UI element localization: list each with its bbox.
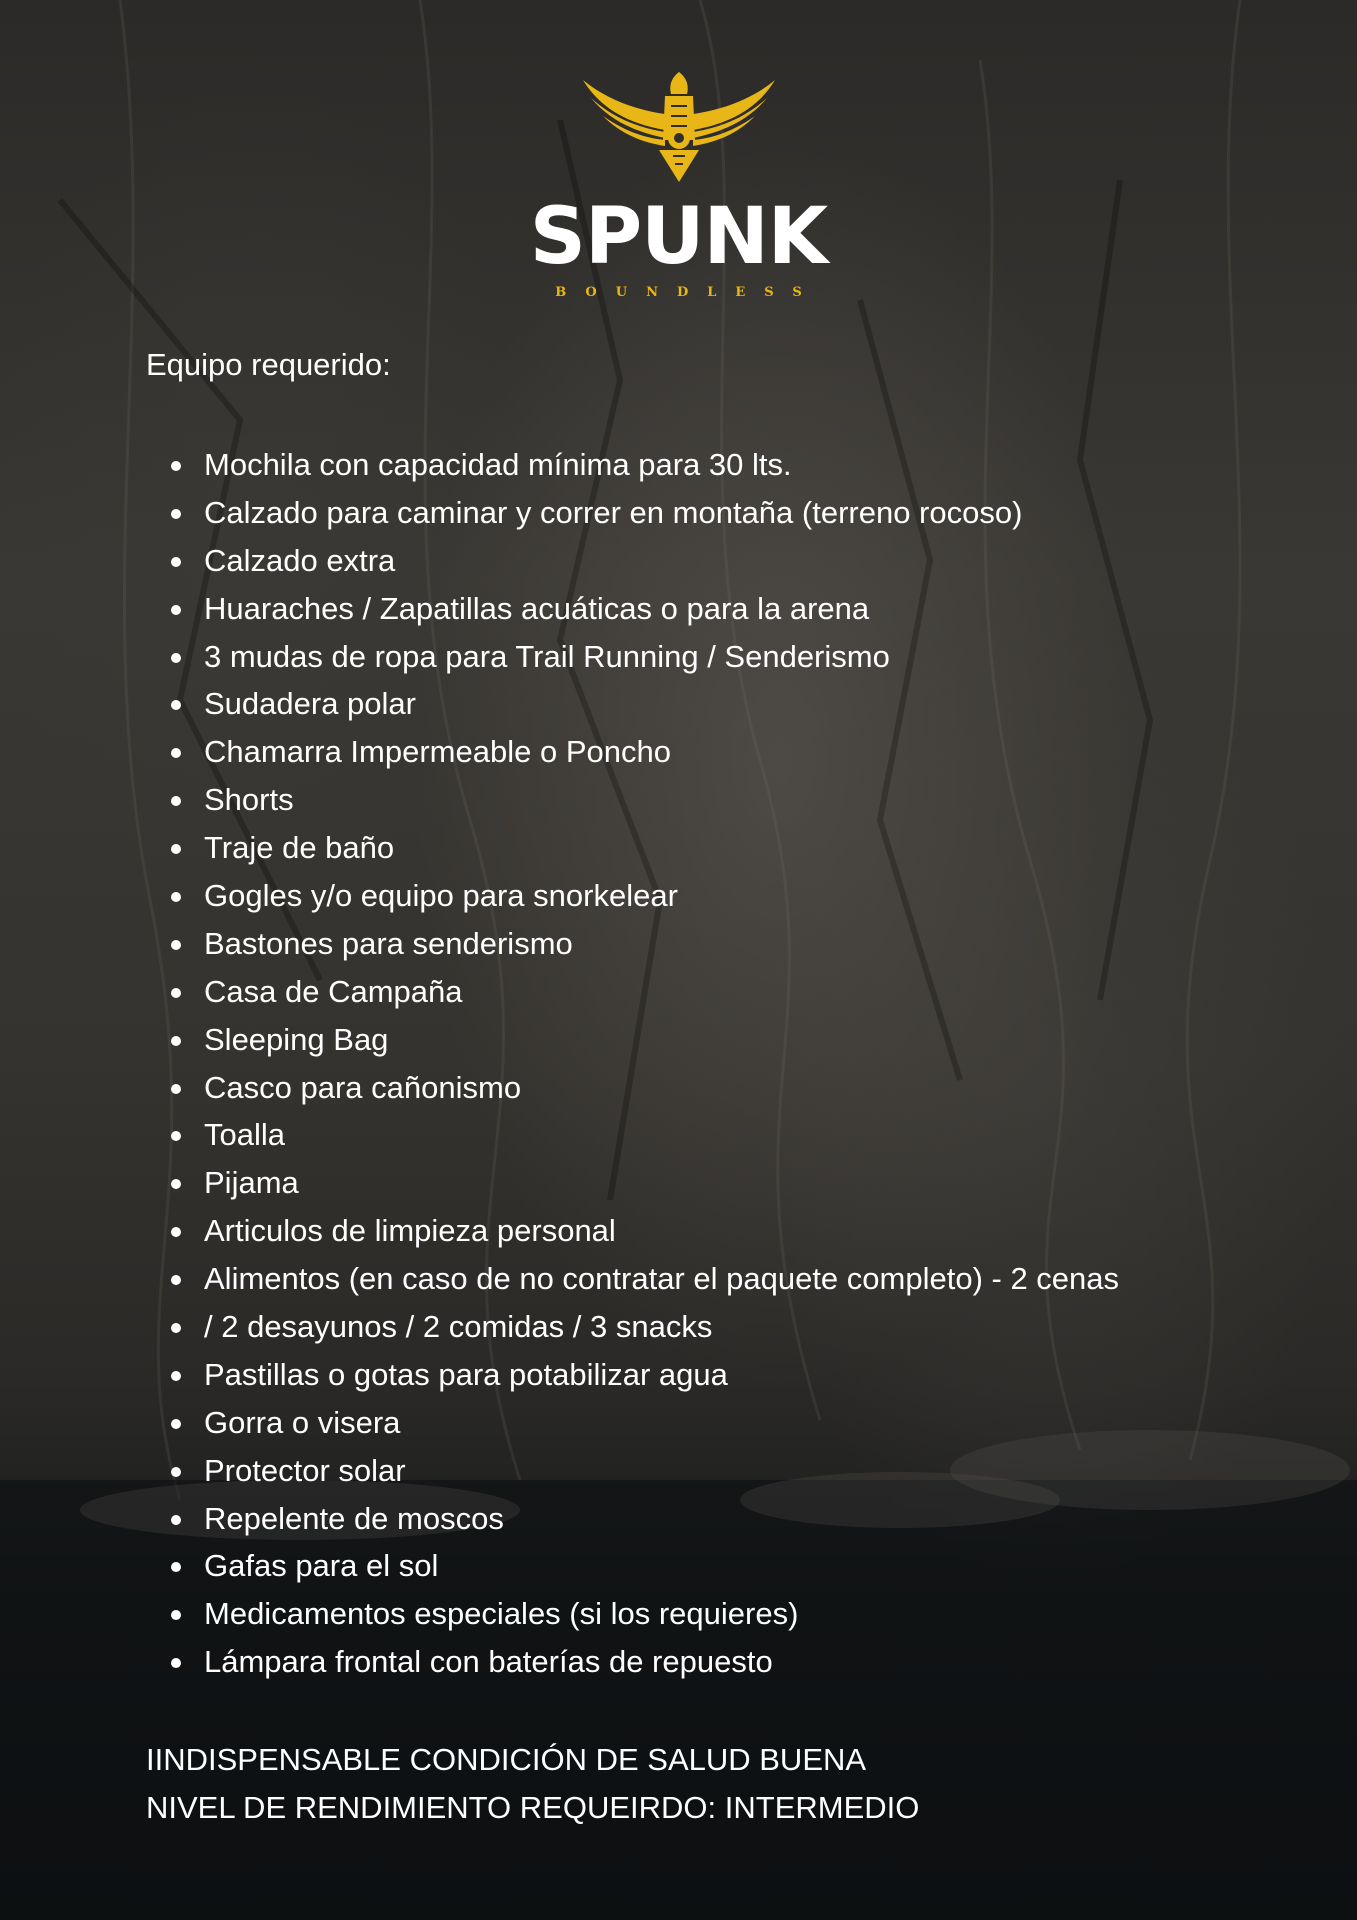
bullet-icon <box>171 796 181 806</box>
bullet-icon <box>171 1084 181 1094</box>
list-item <box>146 489 1266 537</box>
list-item <box>146 1542 1266 1590</box>
list-item <box>146 1399 1266 1447</box>
list-item <box>146 585 1266 633</box>
list-item-text: Repelente de moscos <box>204 1500 504 1536</box>
list-item <box>146 1351 1266 1399</box>
bullet-icon <box>171 1658 181 1668</box>
bullet-icon <box>171 1419 181 1429</box>
list-item <box>146 1111 1266 1159</box>
equipment-list <box>146 441 1266 1686</box>
section-heading: Equipo requerido: <box>146 347 391 382</box>
list-item-text: Gogles y/o equipo para snorkelear <box>204 878 678 914</box>
list-item <box>146 776 1266 824</box>
list-item-text: Alimentos (en caso de no contratar el paquete completo) - 2 cenas <box>204 1261 1120 1297</box>
list-item <box>146 1303 1266 1351</box>
brand-tagline: BOUNDLESS <box>555 285 821 300</box>
list-item-text: / 2 desayunos / 2 comidas / 3 snacks <box>204 1309 713 1345</box>
bullet-icon <box>171 1562 181 1572</box>
list-item-text: Pastillas o gotas para potabilizar agua <box>204 1356 728 1392</box>
brand-name: SPUNK <box>529 192 828 282</box>
list-item-text: Shorts <box>204 782 294 818</box>
health-condition-note: IINDISPENSABLE CONDICIÓN DE SALUD BUENA <box>146 1742 867 1778</box>
performance-level-note: NIVEL DE RENDIMIENTO REQUEIRDO: INTERMEDIO <box>146 1790 920 1826</box>
bullet-icon <box>171 940 181 950</box>
bullet-icon <box>171 653 181 663</box>
list-item <box>146 1159 1266 1207</box>
list-item <box>146 537 1266 585</box>
brand-logo <box>0 70 1357 299</box>
list-item-text: Medicamentos especiales (si los requieres) <box>204 1596 799 1632</box>
list-item-text: Bastones para senderismo <box>204 925 573 961</box>
bullet-icon <box>171 1515 181 1525</box>
list-item-text: Protector solar <box>204 1452 406 1488</box>
equipment-section <box>146 345 1266 1832</box>
list-item-text: Lámpara frontal con baterías de repuesto <box>204 1644 773 1680</box>
list-item <box>146 441 1266 489</box>
bullet-icon <box>171 1323 181 1333</box>
bullet-icon <box>171 1371 181 1381</box>
list-item <box>146 1255 1266 1303</box>
list-item-text: Pijama <box>204 1165 299 1201</box>
list-item-text: Calzado para caminar y correr en montaña (terreno rocoso) <box>204 494 1023 530</box>
eagle-emblem-icon <box>581 70 777 184</box>
list-item <box>146 1495 1266 1543</box>
list-item <box>146 1590 1266 1638</box>
list-item-text: Sleeping Bag <box>204 1021 389 1057</box>
list-item-text: 3 mudas de ropa para Trail Running / Senderismo <box>204 638 890 674</box>
list-item-text: Chamarra Impermeable o Poncho <box>204 734 671 770</box>
list-item-text: Sudadera polar <box>204 686 416 722</box>
bullet-icon <box>171 1610 181 1620</box>
list-item-text: Huaraches / Zapatillas acuáticas o para la arena <box>204 590 870 626</box>
list-item <box>146 968 1266 1016</box>
list-item <box>146 633 1266 681</box>
list-item-text: Gafas para el sol <box>204 1548 439 1584</box>
list-item <box>146 1447 1266 1495</box>
list-item-text: Traje de baño <box>204 830 395 866</box>
bullet-icon <box>171 1179 181 1189</box>
bullet-icon <box>171 1467 181 1477</box>
list-item-text: Gorra o visera <box>204 1404 401 1440</box>
list-item <box>146 824 1266 872</box>
list-item <box>146 920 1266 968</box>
list-item <box>146 1207 1266 1255</box>
list-item <box>146 680 1266 728</box>
requirements-notes <box>146 1736 1266 1832</box>
bullet-icon <box>171 844 181 854</box>
list-item <box>146 1064 1266 1112</box>
list-item <box>146 728 1266 776</box>
bullet-icon <box>171 1227 181 1237</box>
bullet-icon <box>171 509 181 519</box>
list-item <box>146 1016 1266 1064</box>
list-item <box>146 872 1266 920</box>
bullet-icon <box>171 892 181 902</box>
bullet-icon <box>171 1131 181 1141</box>
bullet-icon <box>171 700 181 710</box>
bullet-icon <box>171 748 181 758</box>
bullet-icon <box>171 557 181 567</box>
list-item-text: Articulos de limpieza personal <box>204 1213 616 1249</box>
bullet-icon <box>171 988 181 998</box>
bullet-icon <box>171 605 181 615</box>
list-item-text: Casco para cañonismo <box>204 1069 522 1105</box>
list-item-text: Calzado extra <box>204 542 396 578</box>
list-item-text: Mochila con capacidad mínima para 30 lts. <box>204 447 792 482</box>
list-item-text: Casa de Campaña <box>204 973 463 1009</box>
bullet-icon <box>171 461 181 471</box>
bullet-icon <box>171 1036 181 1046</box>
list-item <box>146 1638 1266 1686</box>
list-item-text: Toalla <box>204 1117 285 1153</box>
bullet-icon <box>171 1275 181 1285</box>
